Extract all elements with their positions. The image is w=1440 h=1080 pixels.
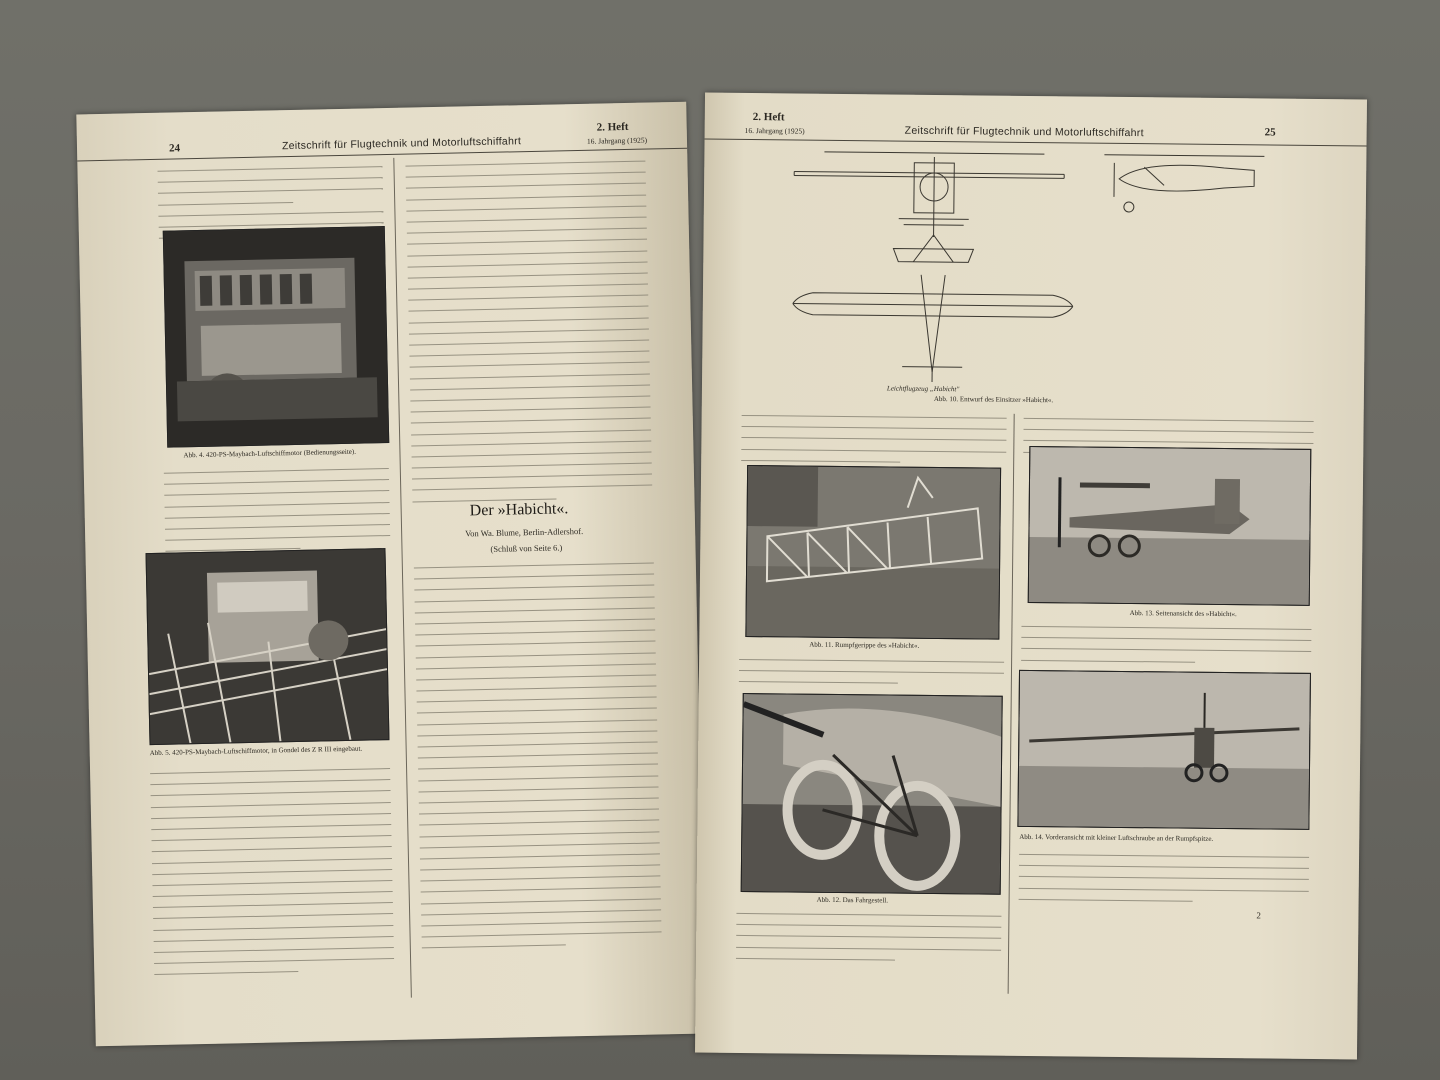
right-year-line: 16. Jahrgang (1925): [744, 125, 805, 136]
left-col2-text-top: [405, 161, 652, 513]
left-page: [76, 102, 705, 1047]
side-view-photo-abb13: [1028, 446, 1312, 606]
fuselage-frame-photo-abb11: [745, 465, 1001, 640]
landing-gear-photo-abb12: [741, 693, 1003, 895]
caption-abb10: Abb. 10. Entwurf des Einsitzer »Habicht«.: [933, 394, 1054, 405]
right-journal-title: Zeitschrift für Flugtechnik und Motorluftschiffahrt: [904, 124, 1144, 140]
right-col1-text-mid: [739, 659, 1004, 695]
caption-abb11: Abb. 11. Rumpfgerippe des »Habicht«.: [809, 640, 920, 650]
left-page-number: 24: [168, 142, 181, 155]
right-page-number: 25: [1264, 126, 1276, 139]
caption-abb14: Abb. 14. Vorderansicht mit kleiner Luftschraube an der Rumpfspitze.: [1019, 832, 1214, 843]
right-column-rule: [1008, 414, 1015, 994]
article-title: Der »Habicht«.: [469, 500, 569, 520]
right-issue: 2. Heft: [752, 111, 785, 124]
left-col2-text-bottom: [414, 562, 662, 959]
right-col2-text-mid: [1021, 626, 1311, 674]
caption-abb12: Abb. 12. Das Fahrgestell.: [816, 895, 889, 905]
article-author: Von Wa. Blume, Berlin-Adlershof.: [465, 525, 584, 539]
right-col1-text-bottom: [736, 913, 1002, 972]
left-year-line: 16. Jahrgang (1925): [586, 135, 648, 146]
front-view-photo-abb14: [1017, 670, 1311, 830]
engine-photo-abb5: [146, 548, 390, 745]
right-col2-text-bottom: [1019, 854, 1310, 913]
caption-abb4: Abb. 4. 420-PS-Maybach-Luftschiffmotor (Bedienungsseite).: [183, 447, 357, 460]
left-running-head: [77, 120, 687, 162]
engine-photo-abb4: [163, 226, 389, 448]
left-issue: 2. Heft: [596, 120, 629, 134]
right-running-head: [705, 111, 1367, 147]
left-journal-title: Zeitschrift für Flugtechnik und Motorluftschiffahrt: [281, 135, 522, 153]
left-col1-text-bottom: [150, 768, 394, 986]
caption-abb13: Abb. 13. Seitenansicht des »Habicht«.: [1129, 609, 1237, 619]
drawing-label: Leichtflugzeug „Habicht": [886, 384, 960, 394]
technical-drawing-abb10: [782, 145, 1285, 395]
signature-mark: 2: [1256, 910, 1262, 921]
right-page: [695, 93, 1367, 1060]
article-note: (Schluß von Seite 6.): [490, 542, 563, 554]
caption-abb5: Abb. 5. 420-PS-Maybach-Luftschiffmotor, in Gondel des Z R III eingebaut.: [149, 744, 363, 758]
